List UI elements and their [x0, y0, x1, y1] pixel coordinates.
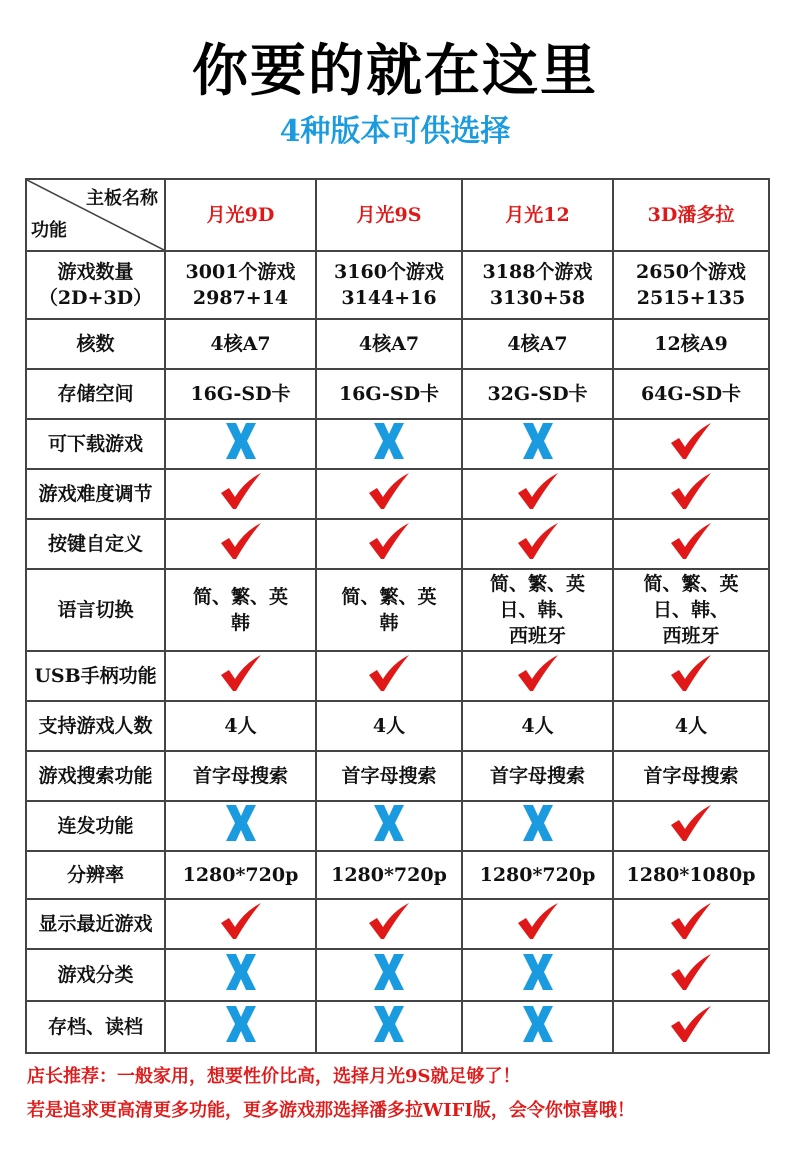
blue-x-icon	[372, 1004, 406, 1051]
feature-label: 支持游戏人数	[26, 701, 165, 751]
table-row	[26, 569, 769, 651]
table-row	[26, 851, 769, 899]
table-row	[26, 419, 769, 469]
mark-cell	[462, 949, 613, 1001]
value-cell: 首字母搜索	[462, 751, 613, 801]
red-check-icon	[219, 521, 263, 568]
feature-label: 显示最近游戏	[26, 899, 165, 949]
red-check-icon	[367, 471, 411, 518]
value-cell: 3160个游戏 3144+16	[316, 251, 462, 319]
corner-top-label: 主板名称	[86, 188, 158, 209]
comparison-table	[25, 178, 770, 1054]
red-check-icon	[516, 521, 560, 568]
model-header-4: 3D潘多拉	[613, 179, 769, 251]
feature-label: 游戏搜索功能	[26, 751, 165, 801]
feature-label: 分辨率	[26, 851, 165, 899]
feature-label: 语言切换	[26, 569, 165, 651]
table-row	[26, 1001, 769, 1053]
mark-cell	[462, 899, 613, 949]
value-cell: 16G-SD卡	[165, 369, 316, 419]
blue-x-icon	[521, 1004, 555, 1051]
blue-x-icon	[224, 421, 258, 468]
value-cell: 4核A7	[165, 319, 316, 369]
value-cell: 4人	[165, 701, 316, 751]
feature-label: 连发功能	[26, 801, 165, 851]
mark-cell	[462, 419, 613, 469]
feature-label: USB手柄功能	[26, 651, 165, 701]
blue-x-icon	[372, 803, 406, 850]
mark-cell	[316, 651, 462, 701]
blue-x-icon	[372, 421, 406, 468]
mark-cell	[165, 519, 316, 569]
footer-recommend-2: 若是追求更高清更多功能，更多游戏那选择潘多拉WIFI版，会令你惊喜哦！	[27, 1100, 635, 1121]
table-row	[26, 701, 769, 751]
value-cell: 1280*720p	[316, 851, 462, 899]
corner-bottom-label: 功能	[31, 220, 67, 241]
red-check-icon	[669, 653, 713, 700]
mark-cell	[165, 651, 316, 701]
red-check-icon	[669, 803, 713, 850]
mark-cell	[462, 519, 613, 569]
model-header-2: 月光9S	[316, 179, 462, 251]
table-row	[26, 751, 769, 801]
blue-x-icon	[224, 803, 258, 850]
mark-cell	[462, 1001, 613, 1053]
red-check-icon	[669, 901, 713, 948]
mark-cell	[613, 519, 769, 569]
red-check-icon	[669, 421, 713, 468]
value-cell: 4人	[613, 701, 769, 751]
table-row	[26, 519, 769, 569]
mark-cell	[165, 801, 316, 851]
feature-label: 游戏数量 （2D+3D）	[26, 251, 165, 319]
blue-x-icon	[224, 1004, 258, 1051]
mark-cell	[316, 899, 462, 949]
red-check-icon	[669, 1004, 713, 1051]
table-row	[26, 949, 769, 1001]
mark-cell	[165, 949, 316, 1001]
mark-cell	[316, 949, 462, 1001]
value-cell: 12核A9	[613, 319, 769, 369]
mark-cell	[613, 801, 769, 851]
mark-cell	[316, 801, 462, 851]
value-cell: 16G-SD卡	[316, 369, 462, 419]
mark-cell	[613, 899, 769, 949]
model-header-3: 月光12	[462, 179, 613, 251]
value-cell: 1280*720p	[462, 851, 613, 899]
red-check-icon	[516, 471, 560, 518]
value-cell: 64G-SD卡	[613, 369, 769, 419]
header-row	[26, 179, 769, 251]
mark-cell	[613, 469, 769, 519]
red-check-icon	[516, 901, 560, 948]
value-cell: 首字母搜索	[613, 751, 769, 801]
mark-cell	[316, 1001, 462, 1053]
mark-cell	[462, 651, 613, 701]
blue-x-icon	[372, 952, 406, 999]
red-check-icon	[219, 471, 263, 518]
blue-x-icon	[521, 421, 555, 468]
mark-cell	[613, 419, 769, 469]
feature-label: 核数	[26, 319, 165, 369]
table-row	[26, 899, 769, 949]
mark-cell	[165, 899, 316, 949]
table-row	[26, 469, 769, 519]
red-check-icon	[669, 952, 713, 999]
page-title: 你要的就在这里	[192, 38, 598, 104]
feature-label: 存档、读档	[26, 1001, 165, 1053]
feature-label: 游戏难度调节	[26, 469, 165, 519]
corner-cell	[26, 179, 165, 251]
feature-label: 存储空间	[26, 369, 165, 419]
feature-label: 按键自定义	[26, 519, 165, 569]
feature-label: 游戏分类	[26, 949, 165, 1001]
red-check-icon	[669, 521, 713, 568]
value-cell: 3188个游戏 3130+58	[462, 251, 613, 319]
red-check-icon	[367, 901, 411, 948]
red-check-icon	[669, 471, 713, 518]
mark-cell	[613, 949, 769, 1001]
mark-cell	[462, 801, 613, 851]
value-cell: 4人	[316, 701, 462, 751]
mark-cell	[613, 651, 769, 701]
table-row	[26, 801, 769, 851]
red-check-icon	[219, 901, 263, 948]
value-cell: 1280*720p	[165, 851, 316, 899]
table-row	[26, 319, 769, 369]
red-check-icon	[516, 653, 560, 700]
value-cell: 首字母搜索	[165, 751, 316, 801]
red-check-icon	[219, 653, 263, 700]
model-header-1: 月光9D	[165, 179, 316, 251]
value-cell: 简、繁、英 韩	[316, 569, 462, 651]
value-cell: 简、繁、英 日、韩、 西班牙	[462, 569, 613, 651]
mark-cell	[613, 1001, 769, 1053]
mark-cell	[316, 419, 462, 469]
table-row	[26, 251, 769, 319]
value-cell: 4核A7	[316, 319, 462, 369]
mark-cell	[316, 519, 462, 569]
red-check-icon	[367, 521, 411, 568]
blue-x-icon	[521, 952, 555, 999]
feature-label: 可下载游戏	[26, 419, 165, 469]
blue-x-icon	[521, 803, 555, 850]
red-check-icon	[367, 653, 411, 700]
footer-recommend-1: 店长推荐：一般家用，想要性价比高，选择月光9S就足够了！	[27, 1066, 521, 1087]
table-row	[26, 369, 769, 419]
value-cell: 4人	[462, 701, 613, 751]
value-cell: 32G-SD卡	[462, 369, 613, 419]
value-cell: 3001个游戏 2987+14	[165, 251, 316, 319]
table-row	[26, 651, 769, 701]
mark-cell	[165, 419, 316, 469]
mark-cell	[316, 469, 462, 519]
value-cell: 简、繁、英 日、韩、 西班牙	[613, 569, 769, 651]
mark-cell	[165, 1001, 316, 1053]
blue-x-icon	[224, 952, 258, 999]
value-cell: 1280*1080p	[613, 851, 769, 899]
value-cell: 简、繁、英 韩	[165, 569, 316, 651]
mark-cell	[462, 469, 613, 519]
page-subtitle: 4种版本可供选择	[279, 114, 511, 149]
value-cell: 4核A7	[462, 319, 613, 369]
mark-cell	[165, 469, 316, 519]
value-cell: 2650个游戏 2515+135	[613, 251, 769, 319]
value-cell: 首字母搜索	[316, 751, 462, 801]
